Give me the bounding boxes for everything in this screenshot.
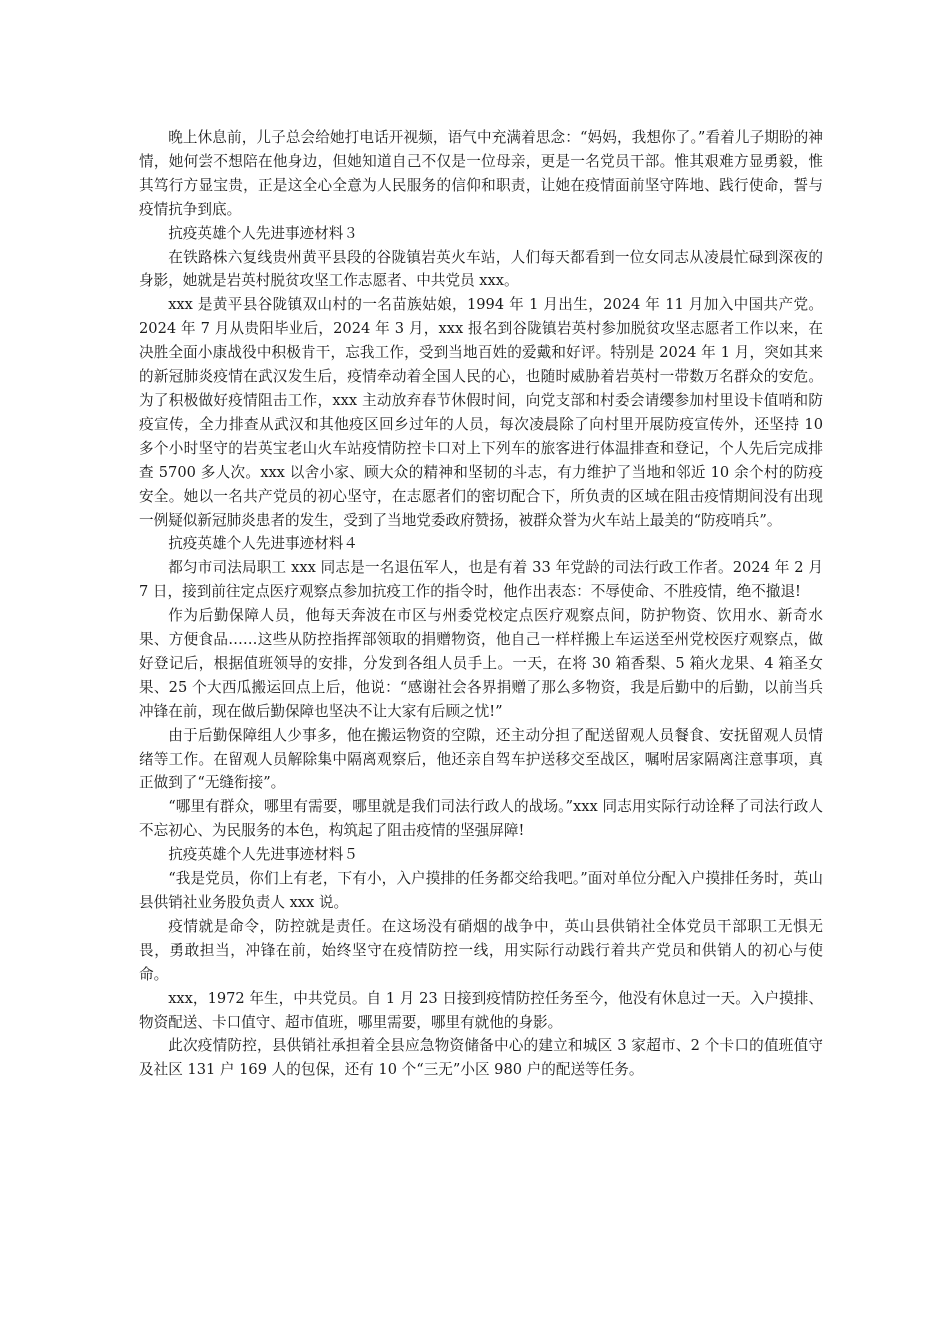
paragraph: 作为后勤保障人员，他每天奔波在市区与州委党校定点医疗观察点间，防护物资、饮用水、新奇水果、方便食品……这些从防控指挥部领取的捐赠物资，他自己一样样搬上车运送至州党校医疗观察点，做好登记后，根据值班领导的安排，分发到各组人员手上。一天，在将 30 箱香梨、5 箱火龙果、4 箱圣女果、25 个大西瓜搬运回点上后，他说：“感谢社会各界捐赠了那么多物资，我是后勤中的后勤，以前当兵冲锋在前，现在做后勤保障也坚决不让大家有后顾之忧!” <box>139 607 823 720</box>
paragraph: 都匀市司法局职工 xxx 同志是一名退伍军人，也是有着 33 年党龄的司法行政工作者。2024 年 2 月 7 日，接到前往定点医疗观察点参加抗疫工作的指令时，他作出表态：不辱使命、不胜疫情，绝不撤退! <box>139 559 823 601</box>
paragraph: xxx 是黄平县谷陇镇双山村的一名苗族姑娘，1994 年 1 月出生，2024 年 11 月加入中国共产党。2024 年 7 月从贵阳毕业后，2024 年 3 月，xxx 报名到谷陇镇岩英村参加脱贫攻坚志愿者工作以来，在决胜全面小康战役中积极肯干，忘我工作，受到当地百姓的爱戴和好评。特别是 2024 年 1 月，突如其来的新冠肺炎疫情在武汉发生后，疫情牵动着全国人民的心，也随时威胁着岩英村一带数万名群众的安危。为了积极做好疫情阻击工作，xxx 主动放弃春节休假时间，向党支部和村委会请缨参加村里设卡值哨和防疫宣传，全力排查从武汉和其他疫区回乡过年的人员，每次凌晨除了向村里开展防疫宣传外，还坚持 10 多个小时坚守的岩英宝老山火车站疫情防控卡口对上下列车的旅客进行体温排查和登记，个人先后完成排查 5700 多人次。xxx 以舍小家、顾大众的精神和坚韧的斗志，有力维护了当地和邻近 10 余个村的防疫安全。她以一名共产党员的初心坚守，在志愿者们的密切配合下，所负责的区域在阻击疫情期间没有出现一例疑似新冠肺炎患者的发生，受到了当地党委政府赞扬，被群众誉为火车站上最美的“防疫哨兵”。 <box>139 296 823 529</box>
paragraph: 疫情就是命令，防控就是责任。在这场没有硝烟的战争中，英山县供销社全体党员干部职工无惧无畏，勇敢担当，冲锋在前，始终坚守在疫情防控一线，用实际行动践行着共产党员和供销人的初心与使命。 <box>139 917 823 983</box>
paragraph: 晚上休息前，儿子总会给她打电话开视频，语气中充满着思念：“妈妈，我想你了。”看着儿子期盼的神情，她何尝不想陪在他身边，但她知道自己不仅是一位母亲，更是一名党员干部。惟其艰难方显勇毅，惟其笃行方显宝贵，正是这全心全意为人民服务的信仰和职责，让她在疫情面前坚守阵地、践行使命，誓与疫情抗争到底。 <box>139 129 823 218</box>
paragraph: xxx，1972 年生，中共党员。自 1 月 23 日接到疫情防控任务至今，他没有休息过一天。入户摸排、物资配送、卡口值守、超市值班，哪里需要，哪里有就他的身影。 <box>139 989 823 1031</box>
paragraph: 由于后勤保障组人少事多，他在搬运物资的空隙，还主动分担了配送留观人员餐食、安抚留观人员情绪等工作。在留观人员解除集中隔离观察后，他还亲自驾车护送移交至战区，嘱咐居家隔离注意事项，真正做到了“无缝衔接”。 <box>139 726 823 792</box>
section-heading-3: 抗疫英雄个人先进事迹材料３ <box>168 224 358 242</box>
document-body <box>139 126 823 1082</box>
paragraph: “哪里有群众，哪里有需要，哪里就是我们司法行政人的战场。”xxx 同志用实际行动诠释了司法行政人不忘初心、为民服务的本色，构筑起了阻击疫情的坚强屏障! <box>139 798 823 840</box>
paragraph: 此次疫情防控，县供销社承担着全县应急物资储备中心的建立和城区 3 家超市、2 个卡口的值班值守及社区 131 户 169 人的包保，还有 10 个“三无”小区 980 户的配送等任务。 <box>139 1037 823 1079</box>
paragraph: “我是党员，你们上有老，下有小，入户摸排的任务都交给我吧。”面对单位分配入户摸排任务时，英山县供销社业务股负责人 xxx 说。 <box>139 870 823 911</box>
section-heading-4: 抗疫英雄个人先进事迹材料４ <box>168 535 358 553</box>
paragraph: 在铁路株六复线贵州黄平县段的谷陇镇岩英火车站，人们每天都看到一位女同志从凌晨忙碌到深夜的身影，她就是岩英村脱贫攻坚工作志愿者、中共党员 xxx。 <box>139 248 823 290</box>
section-heading-5: 抗疫英雄个人先进事迹材料５ <box>168 846 358 864</box>
